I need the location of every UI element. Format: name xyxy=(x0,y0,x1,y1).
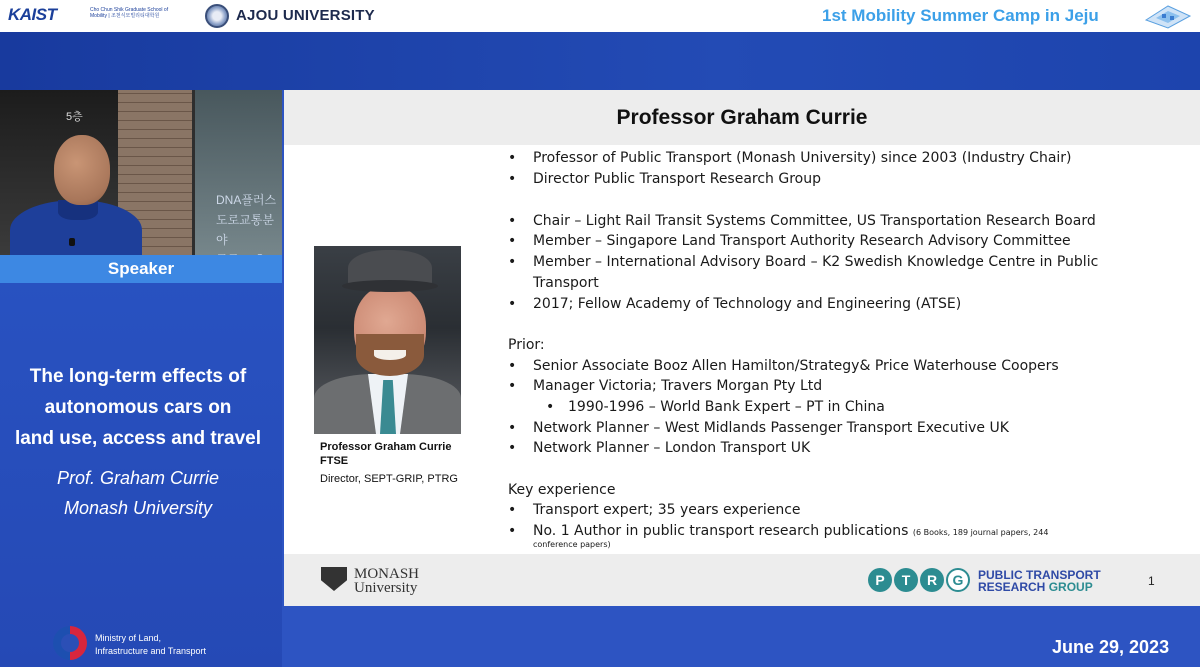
bullet-icon: • xyxy=(508,523,517,539)
talk-title-line: autonomous cars on xyxy=(44,397,232,418)
event-date: June 29, 2023 xyxy=(1052,637,1170,657)
ptrg-name-word: RESEARCH xyxy=(978,580,1046,594)
list-item-text: Network Planner – London Transport UK xyxy=(533,440,811,456)
speaker-head xyxy=(54,135,110,205)
slide-title: Professor Graham Currie xyxy=(616,106,868,129)
photo-cap-brim xyxy=(342,280,438,292)
bullet-icon: • xyxy=(508,213,517,229)
event-title: 1st Mobility Summer Camp in Jeju xyxy=(822,6,1099,25)
talk-affiliation: Monash University xyxy=(63,498,213,518)
list-item-main-text: No. 1 Author in public transport research publications xyxy=(533,523,909,539)
bullet-icon: • xyxy=(546,399,555,415)
list-item-note: conference papers) xyxy=(533,540,611,549)
ministry-logo-icon xyxy=(53,626,87,660)
presentation-slide xyxy=(284,90,1200,606)
ptrg-letter: P xyxy=(868,568,892,592)
list-item-text: Manager Victoria; Travers Morgan Pty Ltd xyxy=(533,378,823,394)
list-item-text: Transport expert; 35 years experience xyxy=(533,502,801,518)
kaist-logo: KAIST xyxy=(8,5,57,24)
kaist-school-name: Cho Chun Shik Graduate School of Mobility | 조천식모빌리티대학원 xyxy=(90,7,169,19)
bullet-icon: • xyxy=(508,171,517,187)
ajou-emblem-icon xyxy=(205,4,229,28)
top-bar xyxy=(0,0,1200,32)
header-band xyxy=(0,32,1200,90)
ptrg-letter: G xyxy=(946,568,970,592)
list-item-note: (6 Books, 189 journal papers, 244 xyxy=(912,528,1049,537)
monash-line: MONASH xyxy=(354,566,420,582)
bullet-icon: • xyxy=(508,296,517,312)
photo-smile xyxy=(374,350,406,360)
ajou-university-logo: AJOU UNIVERSITY xyxy=(236,7,375,24)
slide-page-number: 1 xyxy=(1148,574,1155,588)
ptrg-name-line xyxy=(978,581,1101,593)
video-sign-text: 5층 xyxy=(66,111,83,123)
ministry-line: Ministry of Land, xyxy=(95,633,162,643)
glass-line: DNA플러스 xyxy=(216,193,277,207)
bullet-icon: • xyxy=(508,440,517,456)
list-item-text: Network Planner – West Midlands Passenger Transport Executive UK xyxy=(533,420,1009,436)
monash-crest-icon xyxy=(321,567,347,591)
talk-title-line: land use, access and travel xyxy=(14,428,262,449)
list-item-text: 2017; Fellow Academy of Technology and Engineering (ATSE) xyxy=(533,296,962,312)
ptrg-letter: T xyxy=(894,568,918,592)
bullet-icon: • xyxy=(508,358,517,374)
photo-caption xyxy=(320,440,458,486)
section-heading-text: Key experience xyxy=(508,482,616,498)
ministry-line: Infrastructure and Transport xyxy=(95,646,207,656)
section-heading-prior xyxy=(508,337,545,353)
list-item-text: Director Public Transport Research Group xyxy=(533,171,822,187)
speaker-label: Speaker xyxy=(0,255,282,283)
list-item-text: Member – International Advisory Board – K2 Swedish Knowledge Centre in Public xyxy=(533,254,1099,270)
list-item-text: Chair – Light Rail Transit Systems Committee, US Transportation Research Board xyxy=(533,213,1096,229)
section-heading-key-experience xyxy=(508,482,615,498)
professor-photo xyxy=(314,246,461,429)
microphone-icon xyxy=(69,238,75,246)
list-item-text: Professor of Public Transport (Monash University) since 2003 (Industry Chair) xyxy=(533,150,1072,166)
bullet-icon: • xyxy=(508,233,517,249)
ptrg-name xyxy=(978,569,1101,593)
talk-title xyxy=(0,361,276,454)
caption-name: Professor Graham Currie xyxy=(320,441,452,453)
slide-footer xyxy=(284,554,1200,606)
ptrg-letter: R xyxy=(920,568,944,592)
list-item-text: Member – Singapore Land Transport Authority Research Advisory Committee xyxy=(533,233,1071,249)
list-item-text: Transport xyxy=(533,275,599,291)
list-item-text: 1990-1996 – World Bank Expert – PT in China xyxy=(568,399,885,415)
monash-logo xyxy=(354,567,419,595)
event-logo-icon xyxy=(1142,2,1194,30)
bullet-icon: • xyxy=(508,420,517,436)
ptrg-name-line: PUBLIC TRANSPORT xyxy=(978,568,1101,582)
monash-line: University xyxy=(354,580,418,596)
talk-author-block xyxy=(0,463,276,523)
caption-role: Director, SEPT-GRIP, PTRG xyxy=(320,473,458,485)
slide-header xyxy=(284,90,1200,145)
bullet-icon: • xyxy=(508,254,517,270)
bullet-icon: • xyxy=(508,150,517,166)
section-heading-text: Prior: xyxy=(508,337,545,353)
bullet-icon: • xyxy=(508,502,517,518)
bullet-icon: • xyxy=(508,378,517,394)
list-item-text xyxy=(533,523,1048,539)
list-item-text: Senior Associate Booz Allen Hamilton/Strategy& Price Waterhouse Coopers xyxy=(533,358,1059,374)
caption-suffix: FTSE xyxy=(320,455,349,467)
ptrg-name-word: GROUP xyxy=(1048,580,1093,594)
ministry-name xyxy=(95,632,206,658)
talk-title-line: The long-term effects of xyxy=(29,366,247,387)
glass-line: 도로교통분야 xyxy=(216,213,274,247)
talk-author: Prof. Graham Currie xyxy=(56,468,220,488)
